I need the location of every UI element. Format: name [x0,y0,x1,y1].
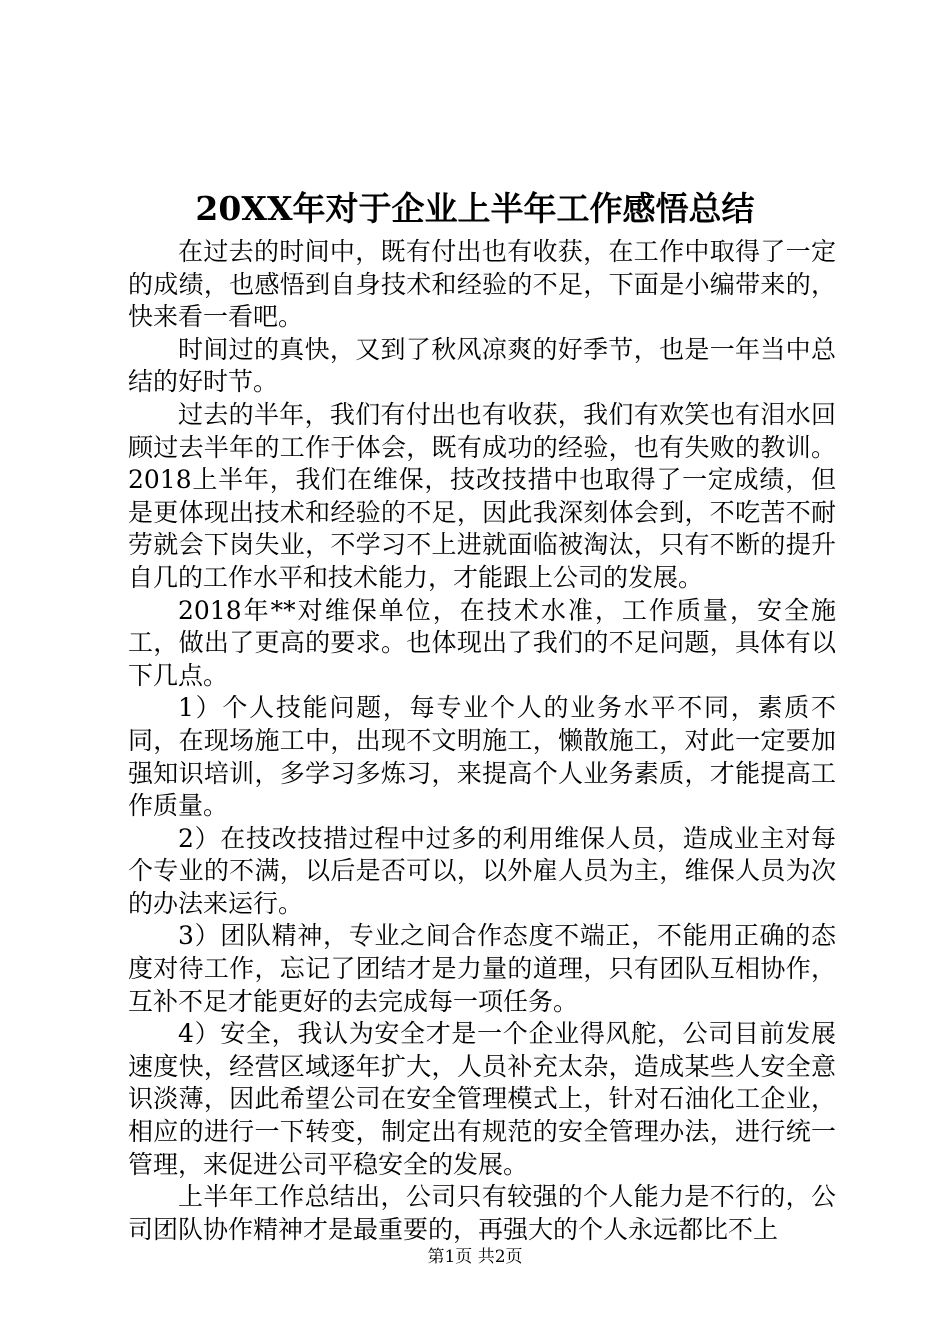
paragraph-requirements: 2018年**对维保单位，在技术水准，工作质量，安全施工，做出了更高的要求。也体现出了我们的不足问题，具体有以下几点。 [128,595,836,690]
paragraph-intro: 在过去的时间中，既有付出也有收获，在工作中取得了一定的成绩，也感悟到自身技术和经验的不足，下面是小编带来的，快来看一看吧。 [128,237,836,332]
page-number-footer: 第1页 共2页 [427,1247,523,1267]
paragraph-point-1: 1）个人技能问题，每专业个人的业务水平不同，素质不同，在现场施工中，出现不文明施工，懒散施工，对此一定要加强知识培训，多学习多炼习，来提高个人业务素质，才能提高工作质量。 [128,693,836,821]
paragraph-point-2: 2）在技改技措过程中过多的利用维保人员，造成业主对每个专业的不满，以后是否可以，以外雇人员为主，维保人员为次的办法来运行。 [128,823,836,918]
paragraph-point-4: 4）安全，我认为安全才是一个企业得风舵，公司目前发展速度快，经营区域逐年扩大，人员补充太杂，造成某些人安全意识淡薄，因此希望公司在安全管理模式上，针对石油化工企业，相应的进行一下转变，制定出有规范的安全管理办法，进行统一管理，来促进公司平稳安全的发展。 [128,1019,836,1179]
paragraph-season: 时间过的真快，又到了秋风凉爽的好季节，也是一年当中总结的好时节。 [128,334,836,397]
document-body [128,236,836,1246]
paragraph-conclusion: 上半年工作总结出，公司只有较强的个人能力是不行的，公司团队协作精神才是最重要的，再强大的个人永远都比不上 [128,1182,836,1244]
document-title: 20XX年对于企业上半年工作感悟总结 [195,189,755,228]
paragraph-point-3: 3）团队精神，专业之间合作态度不端正，不能用正确的态度对待工作，忘记了团结才是力量的道理，只有团队互相协作，互补不足才能更好的去完成每一项任务。 [128,921,836,1016]
paragraph-review: 过去的半年，我们有付出也有收获，我们有欢笑也有泪水回顾过去半年的工作于体会，既有成功的经验，也有失败的教训。2018上半年，我们在维保，技改技措中也取得了一定成绩，但是更体现出技术和经验的不足，因此我深刻体会到，不吃苦不耐劳就会下岗失业，不学习不上进就面临被淘汰，只有不断的提升自几的工作水平和技术能力，才能跟上公司的发展。 [128,399,836,592]
